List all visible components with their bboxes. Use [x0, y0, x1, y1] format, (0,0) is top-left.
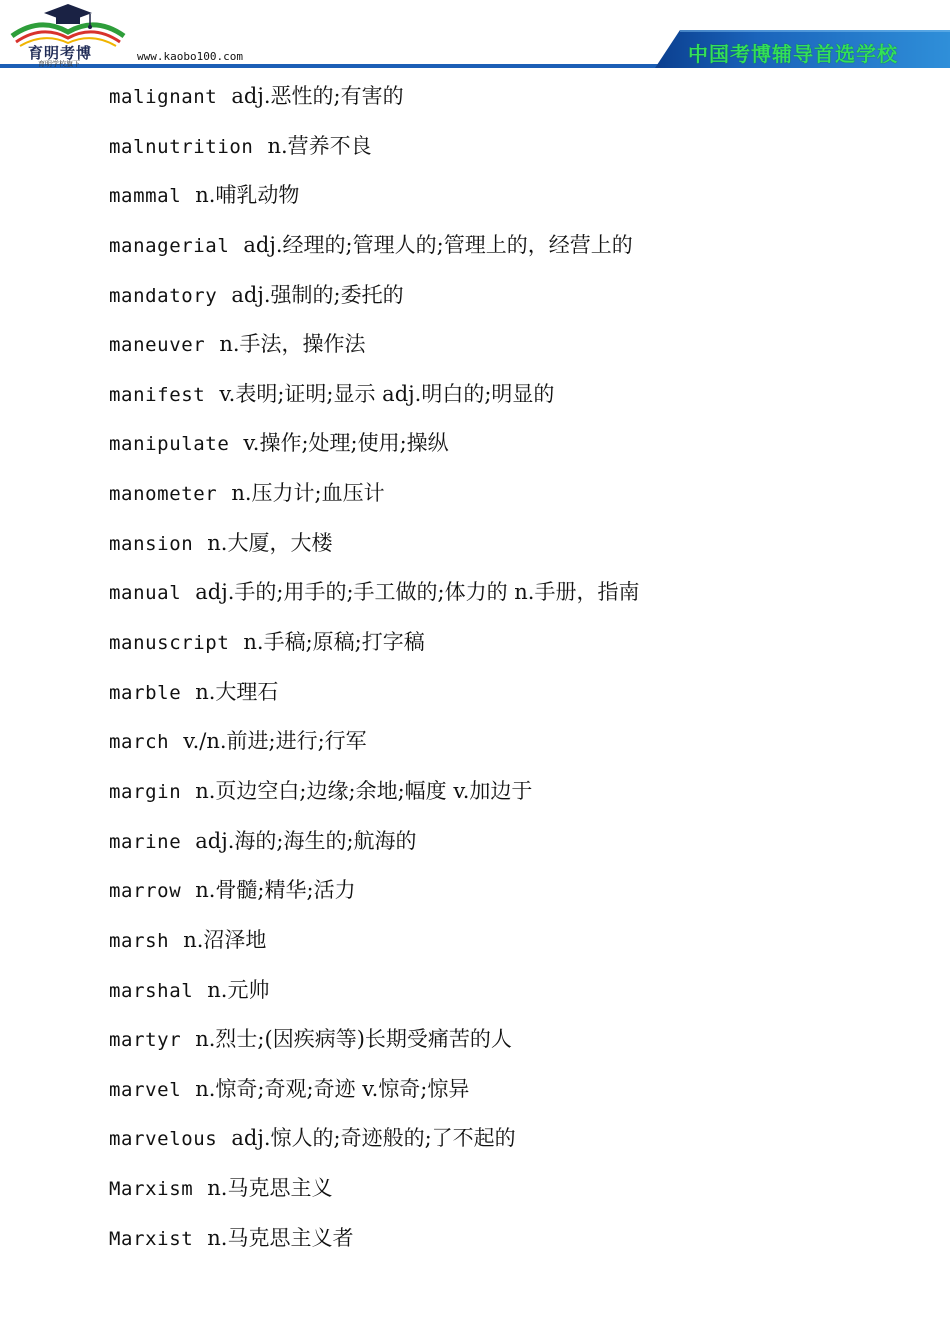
vocab-definition: n.营养不良 [267, 133, 372, 158]
vocab-definition: n.烈士;(因疾病等)长期受痛苦的人 [195, 1027, 512, 1052]
vocab-entry [109, 122, 639, 172]
vocab-term: Marxism [109, 1178, 194, 1201]
vocab-entry [109, 817, 639, 867]
vocab-entry [109, 271, 639, 321]
vocab-term: marrow [109, 880, 182, 903]
vocab-definition: adj.恶性的;有害的 [231, 84, 404, 108]
vocab-definition: n.元帅 [207, 977, 270, 1002]
vocab-term: marshal [109, 979, 194, 1002]
vocab-entry [109, 1214, 639, 1264]
vocab-entry [109, 1164, 639, 1214]
vocab-definition: n.压力计;血压计 [231, 481, 385, 506]
vocab-definition: n.手法，操作法 [219, 332, 366, 357]
vocab-entry [109, 1114, 639, 1164]
vocab-entry [109, 469, 639, 519]
vocab-definition: n.手稿;原稿;打字稿 [243, 630, 425, 655]
vocab-term: margin [109, 780, 182, 803]
vocab-entry [109, 916, 639, 966]
vocab-term: maneuver [109, 334, 206, 357]
vocab-entry [109, 171, 639, 221]
vocab-definition: adj.经理的;管理人的;管理上的，经营上的 [243, 232, 633, 257]
vocab-definition: v.表明;证明;显示 adj.明白的;明显的 [219, 381, 555, 406]
vocab-entry [109, 966, 639, 1016]
vocab-term: manometer [109, 483, 218, 506]
vocab-definition: n.大厦，大楼 [207, 530, 333, 555]
vocab-entry [109, 717, 639, 767]
vocab-term: manuscript [109, 632, 230, 655]
vocab-definition: n.骨髓;精华;活力 [195, 878, 356, 903]
vocab-term: manipulate [109, 433, 230, 456]
vocab-term: marine [109, 830, 182, 853]
vocab-entry [109, 767, 639, 817]
vocab-definition: v./n.前进;进行;行军 [183, 729, 367, 754]
vocab-term: manual [109, 582, 182, 605]
vocab-term: malignant [109, 86, 218, 108]
vocab-definition: adj.海的;海生的;航海的 [195, 828, 417, 853]
vocab-term: mandatory [109, 284, 218, 307]
vocab-entry [109, 519, 639, 569]
vocab-term: manifest [109, 383, 206, 406]
vocab-entry [109, 618, 639, 668]
vocab-definition: adj.手的;用手的;手工做的;体力的 n.手册，指南 [195, 580, 640, 605]
vocab-definition: n.沼泽地 [183, 927, 267, 952]
vocab-definition: n.惊奇;奇观;奇迹 v.惊奇;惊异 [195, 1076, 470, 1101]
header-slogan: 中国考博辅导首选学校 [688, 42, 898, 66]
vocab-entry [109, 320, 639, 370]
vocab-entry [109, 568, 639, 618]
vocab-term: marble [109, 681, 182, 704]
page-header [0, 0, 950, 72]
vocab-entry [109, 1065, 639, 1115]
vocab-term: marsh [109, 929, 170, 952]
vocab-entry [109, 866, 639, 916]
vocab-entry [109, 1015, 639, 1065]
logo [8, 2, 130, 68]
vocab-definition: n.马克思主义者 [207, 1225, 354, 1250]
vocab-entry [109, 419, 639, 469]
vocab-term: marvel [109, 1078, 182, 1101]
vocab-entry [109, 221, 639, 271]
vocab-definition: v.操作;处理;使用;操纵 [243, 431, 449, 456]
vocab-term: malnutrition [109, 135, 254, 158]
vocab-definition: adj.强制的;委托的 [231, 282, 404, 307]
vocab-definition: n.哺乳动物 [195, 183, 300, 208]
vocab-term: march [109, 731, 170, 754]
site-url[interactable]: www.kaobo100.com [137, 50, 243, 63]
vocab-term: martyr [109, 1029, 182, 1052]
logo-name: 育明考博 [28, 44, 93, 62]
vocab-definition: n.马克思主义 [207, 1176, 333, 1201]
vocab-definition: n.大理石 [195, 679, 279, 704]
vocab-term: marvelous [109, 1128, 218, 1151]
vocab-term: Marxist [109, 1227, 194, 1250]
vocab-entry [109, 668, 639, 718]
vocab-entry [109, 370, 639, 420]
vocabulary-list [109, 72, 639, 1263]
logo-subtitle: 育明学校旗下 [38, 60, 80, 68]
vocab-term: managerial [109, 234, 230, 257]
vocab-term: mammal [109, 185, 182, 208]
vocab-term: mansion [109, 532, 194, 555]
vocab-entry [109, 72, 639, 122]
vocab-definition: n.页边空白;边缘;余地;幅度 v.加边于 [195, 778, 533, 803]
vocab-definition: adj.惊人的;奇迹般的;了不起的 [231, 1126, 516, 1151]
